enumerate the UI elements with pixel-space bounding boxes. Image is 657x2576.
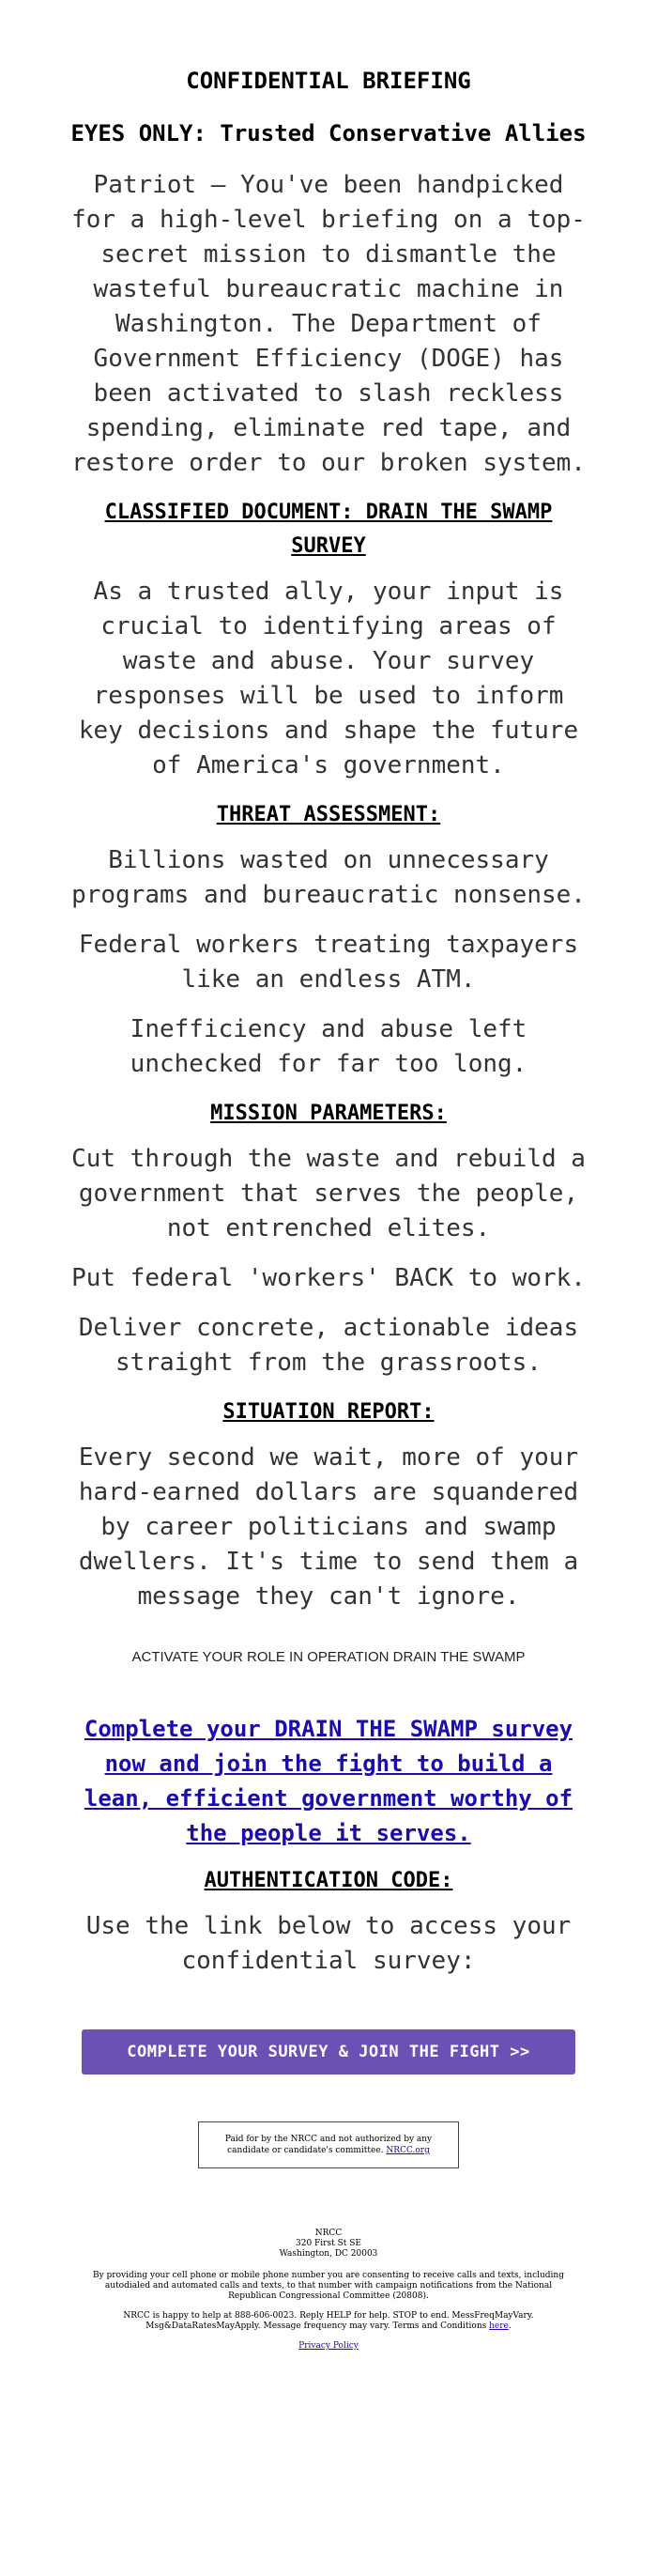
footer-city: Washington, DC 20003 xyxy=(279,2249,378,2259)
situation-heading: SITUATION REPORT: xyxy=(222,1400,435,1424)
mission-item: Deliver concrete, actionable ideas straight from the grassroots. xyxy=(78,1314,579,1377)
footer-org: NRCC xyxy=(314,2229,343,2238)
situation-paragraph: Every second we wait, more of your hard-earned dollars are squandered by career politicians and swamp dwellers. It's time to send them a message they can't ignore. xyxy=(78,1443,579,1611)
intro-paragraph: Patriot – You've been handpicked for a high-level briefing on a top-secret mission to dismantle the wasteful bureaucratic machine in Washington. The Department of Government Efficiency (DOGE) has been activated to slash reckless spending, eliminate red tape, and restore order to our broken system. xyxy=(71,171,586,477)
mission-heading: MISSION PARAMETERS: xyxy=(210,1102,447,1125)
footer-consent: By providing your cell phone or mobile phone number you are consenting to receive calls and texts, including autodialed and automated calls and texts, to that number with campaign notifications from the National Republican Congressional Committee (20808). xyxy=(92,2271,564,2301)
threat-heading: THREAT ASSESSMENT: xyxy=(216,803,441,826)
auth-heading: AUTHENTICATION CODE: xyxy=(204,1869,453,1892)
privacy-policy-link[interactable]: Privacy Policy xyxy=(298,2341,359,2351)
survey-link[interactable]: Complete your DRAIN THE SWAMP survey now and join the fight to build a lean, efficient government worthy of the people it serves. xyxy=(84,1716,573,1846)
threat-item: Inefficiency and abuse left unchecked for far too long. xyxy=(130,1015,527,1078)
briefing-title: CONFIDENTIAL BRIEFING xyxy=(186,68,471,94)
mission-item: Put federal 'workers' BACK to work. xyxy=(71,1264,586,1292)
paid-for-text: Paid for by the NRCC and not authorized by any candidate or candidate's committee. xyxy=(224,2135,433,2155)
activate-text: ACTIVATE YOUR ROLE IN OPERATION DRAIN THE SWAMP xyxy=(131,1649,526,1665)
email-body xyxy=(66,0,591,2352)
threat-item: Billions wasted on unnecessary programs and bureaucratic nonsense. xyxy=(71,846,586,909)
classified-heading: CLASSIFIED DOCUMENT: DRAIN THE SWAMP SURVEY xyxy=(104,501,553,558)
paid-for-box xyxy=(198,2121,459,2168)
complete-survey-button[interactable]: COMPLETE YOUR SURVEY & JOIN THE FIGHT >> xyxy=(82,2029,575,2075)
footer-privacy xyxy=(84,2341,573,2352)
mission-item: Cut through the waste and rebuild a government that serves the people, not entrenched elites. xyxy=(71,1145,586,1242)
threat-item: Federal workers treating taxpayers like an endless ATM. xyxy=(78,931,579,994)
footer-address xyxy=(84,2229,573,2260)
classified-paragraph: As a trusted ally, your input is crucial to identifying areas of waste and abuse. Your survey responses will be used to inform key decisions and shape the future of America's government. xyxy=(78,578,579,779)
terms-link[interactable]: here xyxy=(489,2321,509,2331)
footer xyxy=(84,2229,573,2352)
nrcc-link[interactable]: NRCC.org xyxy=(386,2146,430,2155)
briefing-subtitle: EYES ONLY: Trusted Conservative Allies xyxy=(70,120,587,147)
footer-help-text: NRCC is happy to help at 888-606-0023. Reply HELP for help. STOP to end. MessFreqMayVary. Msg&DataRatesMayApply. Message frequency may vary. Terms and Conditions xyxy=(123,2311,534,2331)
footer-street: 320 First St SE xyxy=(296,2239,361,2248)
auth-paragraph: Use the link below to access your confidential survey: xyxy=(85,1912,572,1975)
footer-help: NRCC is happy to help at 888-606-0023. Reply HELP for help. STOP to end. MessFreqMayVary. Msg&DataRatesMayApply. Message frequency may vary. Terms and Conditions here. xyxy=(123,2311,534,2331)
